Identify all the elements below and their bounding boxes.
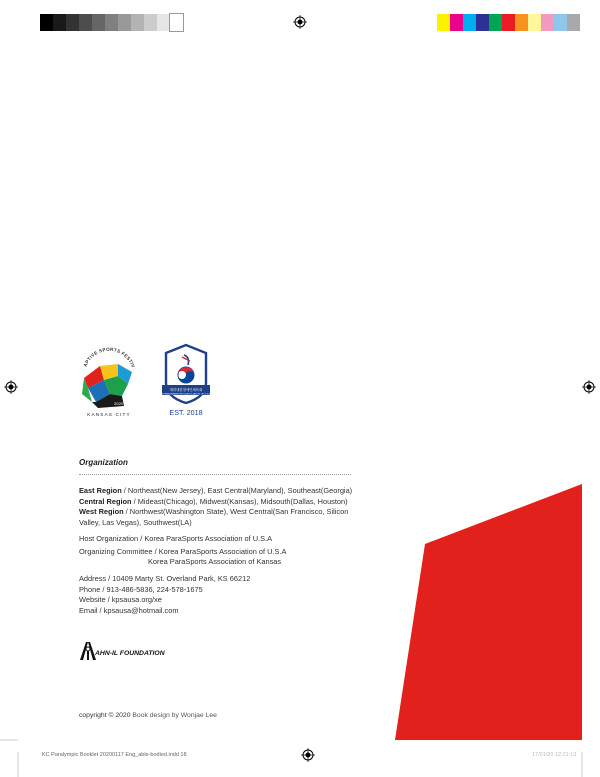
phone-row bbox=[79, 585, 250, 596]
slug-date: 17/01/20 12:21:13 bbox=[532, 752, 577, 758]
region-text: Valley, Las Vegas), Southwest(LA) bbox=[79, 517, 192, 527]
address-label: Address bbox=[79, 574, 107, 583]
phone-text: / 913-486-5836, 224-578-1675 bbox=[100, 584, 203, 594]
committee-text: / Korea ParaSports Association of U.S.A bbox=[152, 546, 287, 556]
ahn-il-foundation-logo bbox=[78, 640, 188, 662]
website-row bbox=[79, 595, 250, 606]
region-row-west-cont bbox=[79, 518, 369, 529]
festival-arc-text: APTIVE SPORTS FESTIV bbox=[82, 346, 136, 369]
host-label: Host Organization bbox=[79, 534, 139, 543]
region-row-east bbox=[79, 486, 369, 497]
region-text: / Northwest(Washington State), West Central(San Francisco, Silicon bbox=[123, 507, 349, 517]
adaptive-sports-festival-logo bbox=[74, 342, 144, 422]
phone-label: Phone bbox=[79, 584, 101, 594]
address-text: / 10409 Marty St. Overland Park, KS 66212 bbox=[106, 574, 251, 583]
svg-text:ADAPTIVE SPORTS FESTIVAL bbox=[74, 342, 136, 369]
copyright-label: copyright © 2020 bbox=[79, 712, 131, 719]
committee-row-2 bbox=[79, 557, 286, 568]
kpsausa-emblem bbox=[160, 343, 212, 421]
address-row bbox=[79, 574, 250, 585]
email-row bbox=[79, 606, 250, 617]
emblem-korean-text: 재미대한장애인체육회 bbox=[169, 388, 203, 392]
region-text: / Northeast(New Jersey), East Central(Maryland), Southeast(Georgia) bbox=[121, 486, 353, 495]
region-row-central bbox=[79, 497, 369, 508]
email-text: / kpsausa@hotmail.com bbox=[97, 605, 179, 615]
committee-text-2: Korea ParaSports Association of Kansas bbox=[148, 557, 282, 567]
organization-heading: Organization bbox=[79, 458, 128, 467]
host-text: / Korea ParaSports Association of U.S.A bbox=[138, 534, 273, 543]
region-label: East Region bbox=[79, 486, 122, 495]
copyright-text: Book design by Wonjae Lee bbox=[130, 712, 217, 719]
website-text: / kpsausa.org/xe bbox=[105, 595, 162, 605]
festival-city: KANSAS CITY bbox=[87, 412, 131, 417]
dotted-divider bbox=[79, 474, 351, 475]
est-text: EST. 2018 bbox=[169, 408, 203, 417]
slug-file: KC Paralympic Booklet 20200117 Eng_able-bodied.indd 18 bbox=[42, 752, 187, 758]
website-label: Website bbox=[79, 595, 106, 605]
regions-block bbox=[79, 486, 369, 528]
copyright-line bbox=[79, 711, 217, 722]
committee-label: Organizing Committee bbox=[79, 546, 153, 556]
committee-row bbox=[79, 547, 286, 558]
email-label: Email bbox=[79, 605, 98, 615]
foundation-name: AHN-IL FOUNDATION bbox=[95, 650, 165, 657]
host-block bbox=[79, 534, 286, 568]
host-row bbox=[79, 534, 286, 545]
region-row-west bbox=[79, 507, 369, 518]
region-text: / Mideast(Chicago), Midwest(Kansas), Midsouth(Dallas, Houston) bbox=[131, 496, 348, 506]
contact-block bbox=[79, 574, 250, 616]
region-label: West Region bbox=[79, 507, 124, 517]
festival-year: 2020 bbox=[114, 401, 123, 406]
region-label: Central Region bbox=[79, 496, 132, 506]
emblem-english-text: KOREA PARASPORTS ASSOCIATION OF U.S.A bbox=[161, 393, 211, 396]
